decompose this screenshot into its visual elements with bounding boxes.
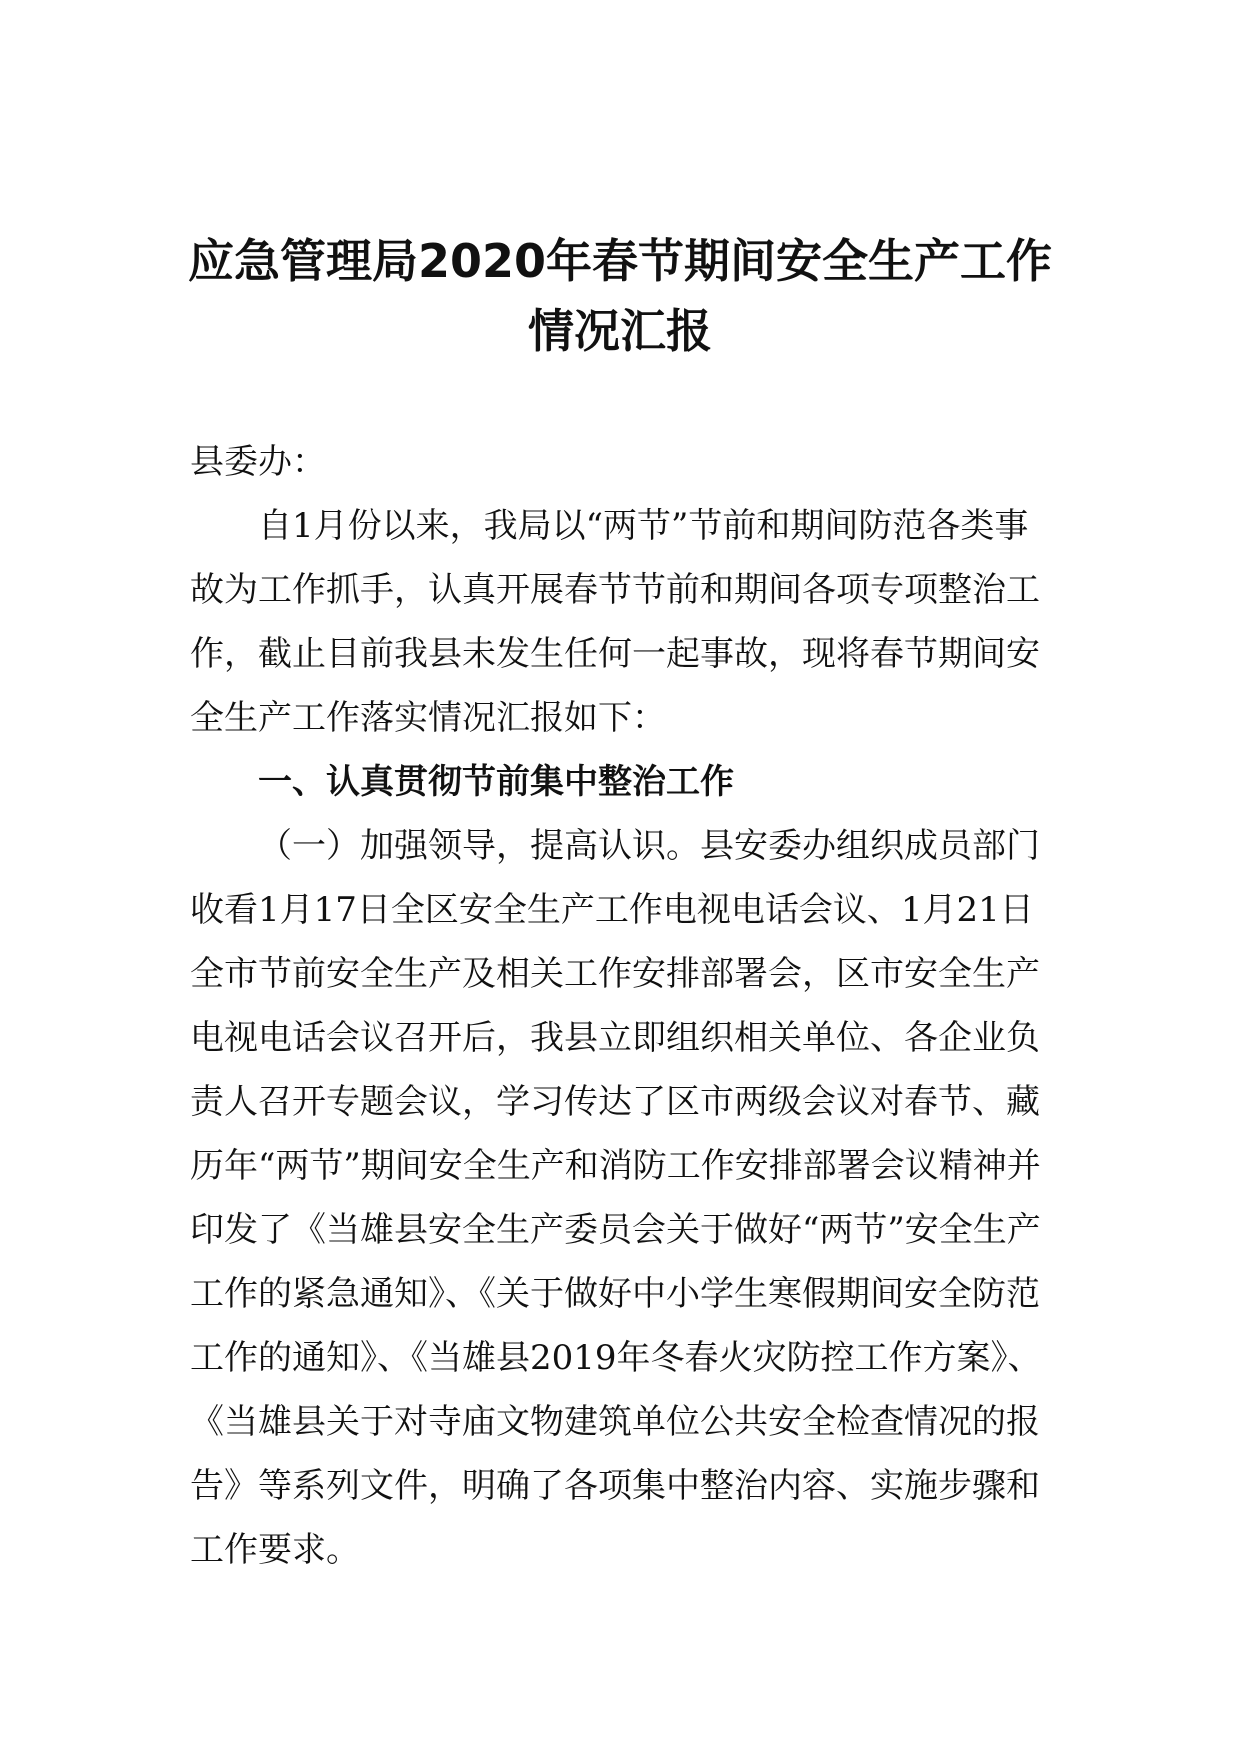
document-title-line1: 应急管理局2020年春节期间安全生产工作 [187,234,1053,288]
addressee: 县委办： [190,442,326,482]
intro-paragraph: 自1月份以来，我局以“两节”节前和期间防范各类事故为工作抓手，认真开展春节节前和期间各项专项整治工作，截止目前我县未发生任何一起事故，现将春节期间安全生产工作落实情况汇报如下： [190,506,1040,738]
body-paragraph: （一）加强领导，提高认识。县安委办组织成员部门收看1月17日全区安全生产工作电视电话会议、1月21日全市节前安全生产及相关工作安排部署会，区市安全生产电视电话会议召开后，我县立即组织相关单位、各企业负责人召开专题会议，学习传达了区市两级会议对春节、藏历年“两节”期间安全生产和消防工作安排部署会议精神并印发了《当雄县安全生产委员会关于做好“两节”安全生产工作的紧急通知》、《关于做好中小学生寒假期间安全防范工作的通知》、《当雄县2019年冬春火灾防控工作方案》、《当雄县关于对寺庙文物建筑单位公共安全检查情况的报告》等系列文件，明确了各项集中整治内容、实施步骤和工作要求。 [190,826,1042,1570]
section-heading: 一、认真贯彻节前集中整治工作 [258,762,734,802]
document-title-line2: 情况汇报 [528,304,712,358]
